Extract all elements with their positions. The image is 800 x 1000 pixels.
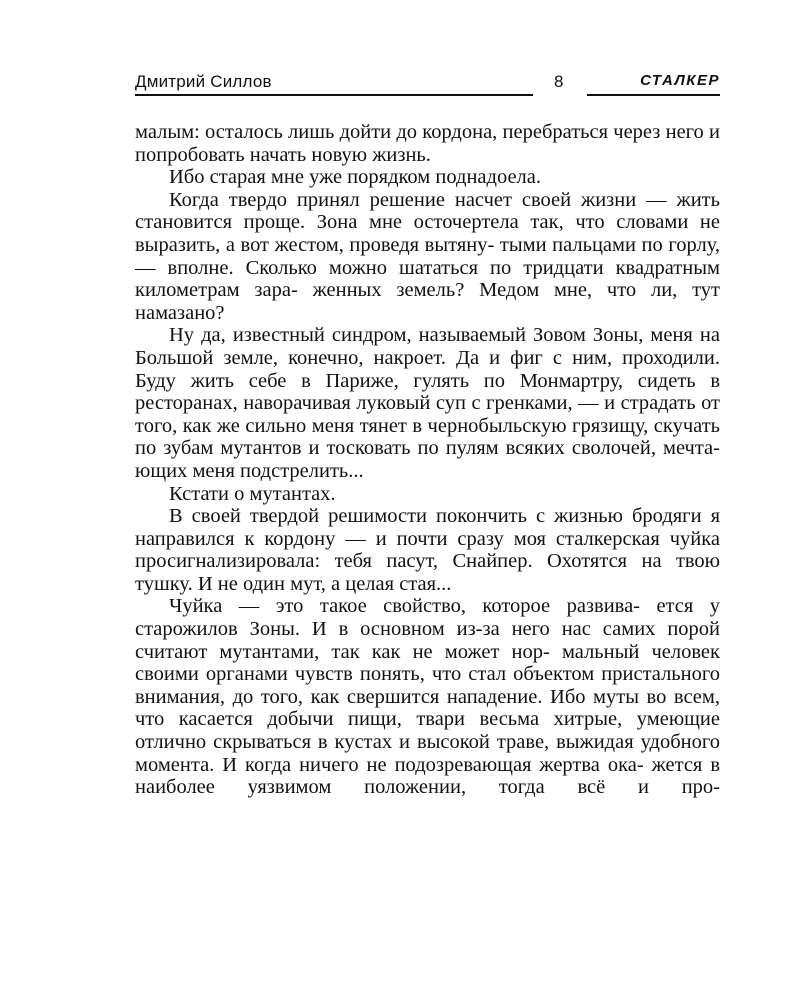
header-rule-right — [587, 94, 720, 96]
text-line: Монмартру, сидеть в ресторанах, наворачивая луковый — [135, 369, 720, 415]
text-line: жется в наиболее уязвимом положении, тогда всё и про- — [135, 753, 720, 799]
text-line: стал объектом пристального внимания, до того, как — [135, 663, 721, 708]
header-author: Дмитрий Силлов — [135, 72, 272, 91]
text-line: свершится нападение. Ибо муты во всем, что касается — [135, 685, 720, 731]
paragraph — [135, 324, 720, 482]
text-line: Снайпер. Охотятся на твою тушку. И не один мут, — [135, 550, 721, 595]
page-number: 8 — [554, 72, 564, 91]
paragraph — [135, 505, 720, 595]
text-line: сталкерская чуйка просигнализировала: тебя пасут, — [135, 527, 720, 573]
text-line: тыми пальцами по горлу, — вполне. Сколько можно — [135, 233, 721, 279]
text-line: момента. И когда ничего не подозревающая жертва ока- — [135, 753, 644, 776]
text-line: мутантов и тосковать по пулям всяких сволочей, мечта- — [220, 437, 720, 460]
text-line: суп с гренками, — и страдать от того, как же сильно — [135, 392, 721, 437]
text-line: В своей твердой решимости покончить с жизнью — [169, 505, 623, 528]
text-line: шататься по тридцати квадратным километрам зара- — [135, 256, 720, 302]
text-line: словами не выразить, а вот жестом, проведя вытяну- — [135, 211, 721, 256]
text-line: мальный человек своими органами чувств понять, что — [135, 640, 720, 686]
text-line: скрываться в кустах и высокой траве, выжидая удобного — [213, 731, 721, 754]
text-line: женных земель? Медом мне, что ли, тут намазано? — [135, 279, 721, 324]
running-header — [135, 72, 720, 98]
text-line: меня на Большой земле, конечно, накроет. Да и фиг — [135, 324, 720, 369]
header-series-title: СТАЛКЕР — [640, 72, 720, 89]
text-line: малым: осталось лишь дойти до кордона, перебраться — [135, 121, 609, 143]
header-rule-left — [135, 94, 533, 96]
text-line: добычи пищи, твари весьма хитрые, умеющие отлично — [135, 708, 721, 754]
text-line: жить становится проще. Зона мне осточертела так, что — [135, 188, 720, 234]
paragraph-continued — [135, 121, 720, 166]
paragraph — [135, 166, 720, 189]
text-line: Ибо старая мне уже порядком поднадоела. — [169, 166, 542, 189]
text-line: ющих меня подстрелить... — [135, 459, 364, 482]
text-line: Когда твердо принял решение насчет своей жизни — — [169, 188, 667, 211]
text-line: меня тянет в чернобыльскую грязищу, скучать по зубам — [135, 414, 721, 460]
text-line: с ним, проходили. Буду жить себе в Париже, гулять по — [135, 346, 720, 392]
text-line: а целая стая... — [331, 572, 452, 595]
paragraph — [135, 595, 720, 798]
paragraph — [135, 483, 720, 506]
text-line: через него и попробовать начать новую жизнь. — [135, 121, 721, 166]
text-line: ется у старожилов Зоны. И в основном из-за него нас — [135, 595, 720, 641]
text-line: самих порой считают мутантами, так как не может нор- — [135, 618, 721, 663]
text-line: Кстати о мутантах. — [169, 482, 336, 505]
text-line: бродяги я направился к кордону — и почти сразу моя — [135, 505, 720, 550]
body-text — [135, 121, 720, 799]
text-line: Чуйка — это такое свойство, которое развива- — [169, 595, 640, 618]
text-line: Ну да, известный синдром, называемый Зовом Зоны, — [169, 324, 644, 347]
paragraph — [135, 189, 720, 325]
